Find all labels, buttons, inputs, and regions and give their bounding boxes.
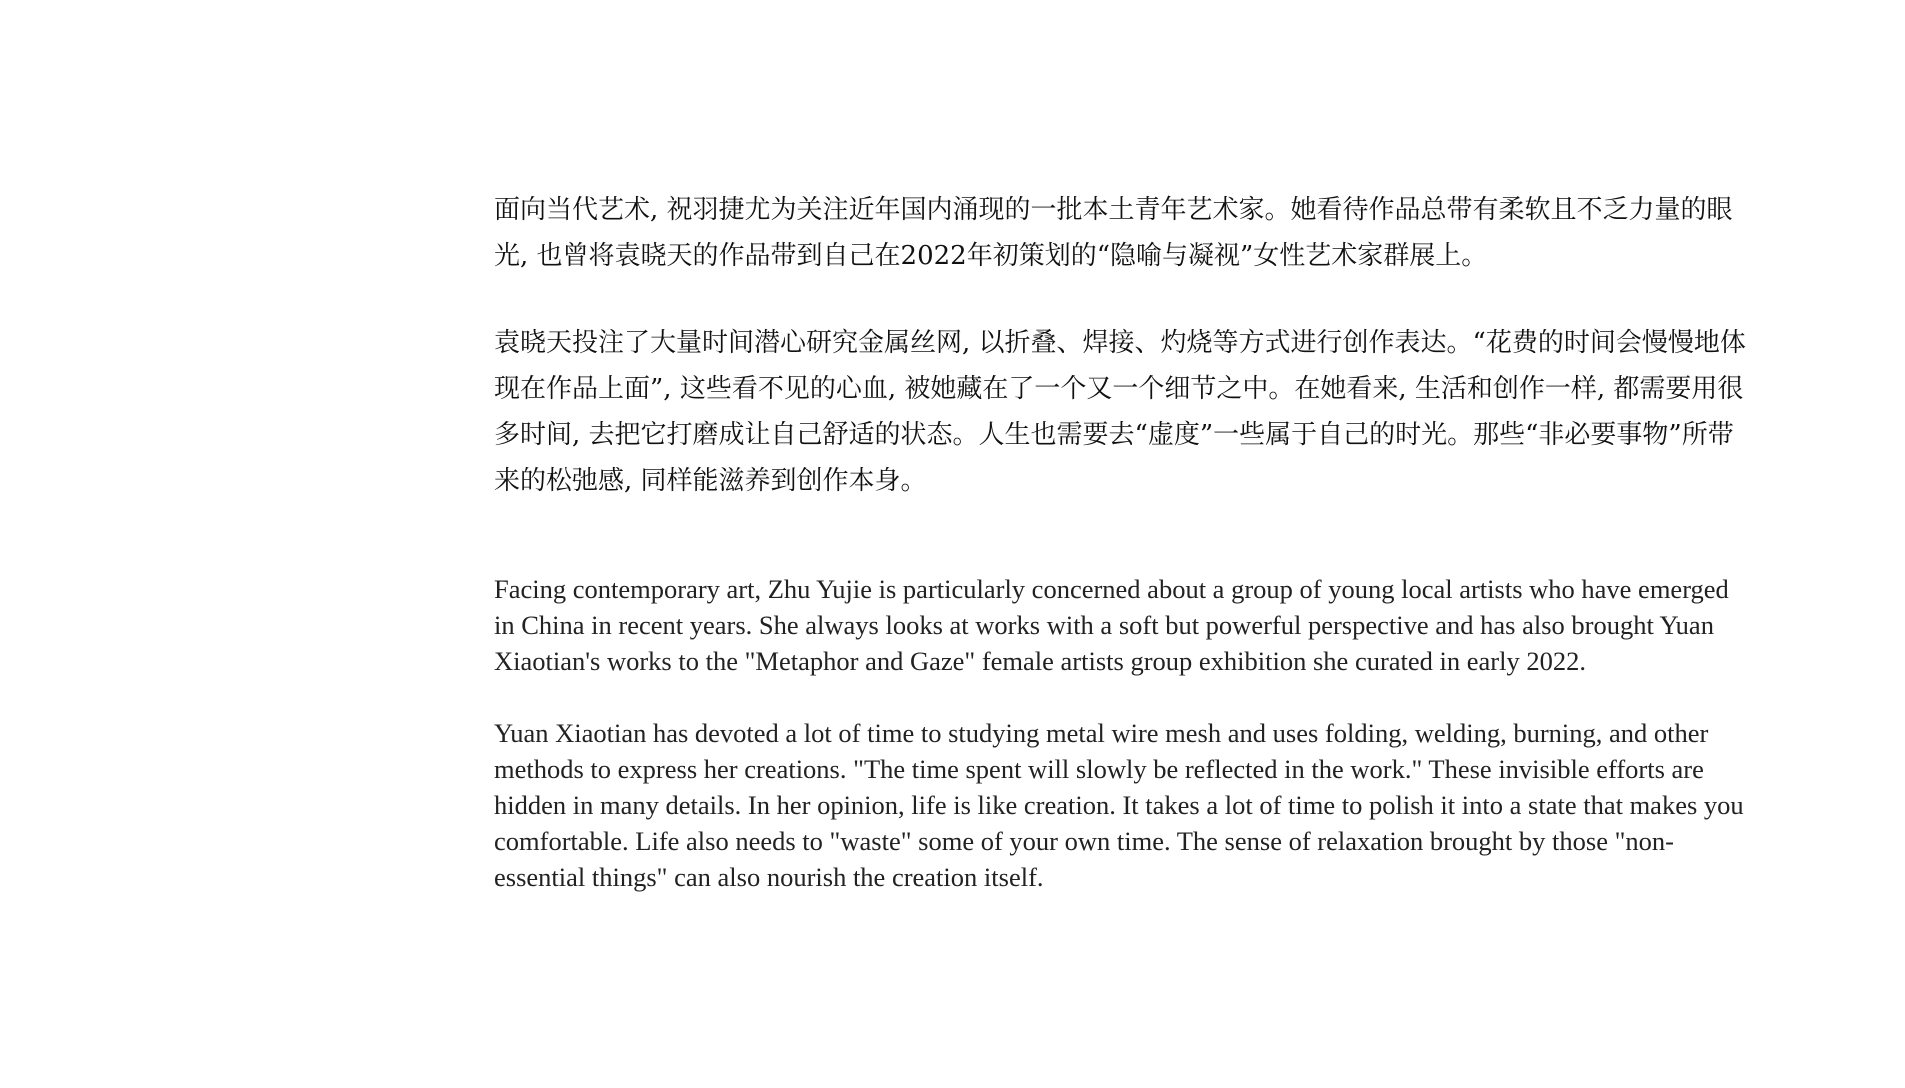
english-paragraph-1: Facing contemporary art, Zhu Yujie is particularly concerned about a group of young local artists who have emerged in China in recent years. She always looks at works with a soft but powerful perspective and has also brought Yuan Xiaotian's works to the "Metaphor and Gaze" female artists group exhibition she curated in early 2022. [494, 574, 1729, 676]
chinese-paragraph-2: 袁晓天投注了大量时间潜心研究金属丝网, 以折叠、焊接、灼烧等方式进行创作表达。“花费的时间会慢慢地体现在作品上面”, 这些看不见的心血, 被她藏在了一个又一个细节之中。在她看来, 生活和创作一样, 都需要用很多时间, 去把它打磨成让自己舒适的状态。人生也需要去“虚度”一些属于自己的时光。那些“非必要事物”所带来的松弛感, 同样能滋养到创作本身。 [494, 328, 1746, 496]
chinese-paragraph-1: 面向当代艺术, 祝羽捷尤为关注近年国内涌现的一批本土青年艺术家。她看待作品总带有柔软且不乏力量的眼光, 也曾将袁晓天的作品带到自己在2022年初策划的“隐喻与凝视”女性艺术家群展上。 [494, 195, 1733, 271]
article-body [494, 187, 1750, 895]
english-paragraph-2: Yuan Xiaotian has devoted a lot of time to studying metal wire mesh and uses folding, welding, burning, and other methods to express her creations. "The time spent will slowly be reflected in the work." These invisible efforts are hidden in many details. In her opinion, life is like creation. It takes a lot of time to polish it into a state that makes you comfortable. Life also needs to "waste" some of your own time. The sense of relaxation brought by those "non-essential things" can also nourish the creation itself. [494, 718, 1744, 892]
